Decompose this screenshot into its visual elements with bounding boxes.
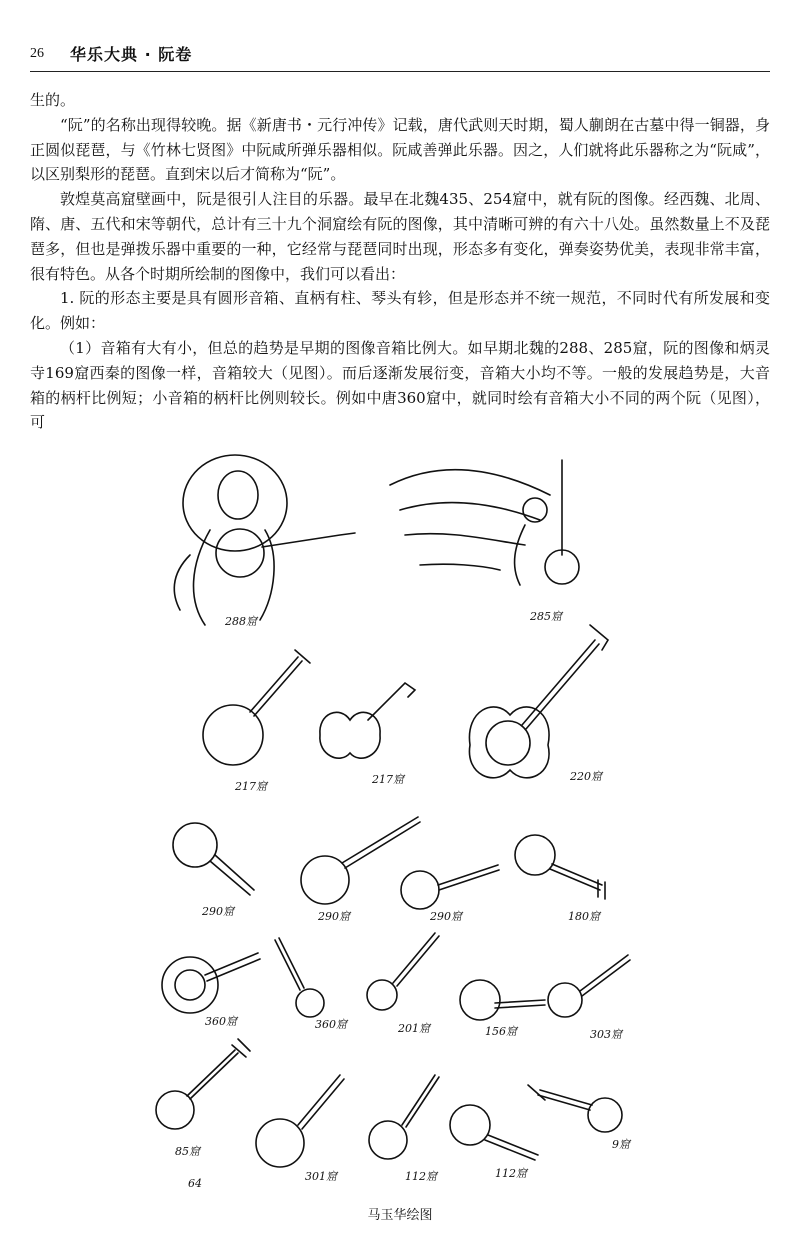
paragraph: 敦煌莫高窟壁画中，阮是很引人注目的乐器。最早在北魏435、254窟中，就有阮的图像。经西魏、北周、隋、唐、五代和宋等朝代，总计有三十九个洞窟绘有阮的图像，其中清晰可辨的有六十八处。虽然数量上不及琵琶多，但也是弹拨乐器中重要的一种，它经常与琵琶同时出现，形态多有变化，弹奏姿势优美，表现非常丰富，很有特色。从各个时期所绘制的图像中，我们可以看出：	[30, 190, 770, 283]
cave-288-figure-drawing	[174, 455, 355, 625]
body-text	[30, 88, 770, 435]
cave-290-ruan-1-drawing	[173, 823, 254, 895]
figure-label: 217窟	[235, 780, 267, 793]
figure-label: 201窟	[398, 1022, 430, 1035]
cave-360-ruan-large-drawing	[162, 953, 260, 1013]
cave-301-ruan-drawing	[256, 1075, 344, 1167]
cave-9-ruan-drawing	[528, 1085, 622, 1132]
header-rule	[30, 71, 770, 72]
cave-220-ruan-drawing	[469, 625, 608, 778]
figure-label: 220窟	[570, 770, 602, 783]
cave-201-ruan-drawing	[367, 933, 439, 1010]
figure-label: 301窟	[305, 1170, 337, 1183]
book-title: 华乐大典 · 阮卷	[70, 45, 193, 64]
paragraph: 1. 阮的形态主要是具有圆形音箱、直柄有柱、琴头有轸，但是形态并不统一规范，不同时代有所发展和变化。例如：	[30, 289, 770, 333]
ruan-illustration-plate	[150, 435, 650, 1195]
figure-caption: 马玉华绘图	[367, 1208, 433, 1223]
cave-156-ruan-drawing	[460, 980, 545, 1020]
cave-85-ruan-drawing	[156, 1039, 250, 1129]
paragraph: “阮”的名称出现得较晚。据《新唐书・元行冲传》记载，唐代武则天时期，蜀人蒯朗在古墓中得一铜器，身正圆似琵琶，与《竹林七贤图》中阮咸所弹乐器相似。阮咸善弹此乐器。因之，人们就将此乐器称之为“阮咸”，以区别梨形的琵琶。直到宋以后才简称为“阮”。	[30, 115, 770, 184]
cave-112-ruan-1-drawing	[369, 1075, 439, 1159]
figure-label: 112窟	[405, 1170, 437, 1183]
figure-label: 288窟	[225, 615, 257, 628]
cave-217-ruan-drawing	[203, 650, 310, 765]
figure-label: 112窟	[495, 1167, 527, 1180]
figure-label: 360窟	[315, 1018, 347, 1031]
cave-217-petal-ruan-drawing	[320, 683, 415, 758]
cave-290-ruan-3-drawing	[401, 865, 499, 909]
figure-label: 217窟	[372, 773, 404, 786]
figure-label: 85窟	[175, 1145, 200, 1158]
figure-label: 285窟	[530, 610, 562, 623]
figure-label: 290窟	[318, 910, 350, 923]
figure-label: 290窟	[202, 905, 234, 918]
cave-285-flying-figure-drawing	[390, 460, 579, 585]
running-header	[30, 38, 770, 66]
page-number: 26	[30, 46, 44, 61]
figure-page-ref: 64	[188, 1177, 202, 1190]
figure-label: 156窟	[485, 1025, 517, 1038]
cave-180-ruan-drawing	[515, 835, 605, 899]
paragraph: （1）音箱有大有小，但总的趋势是早期的图像音箱比例大。如早期北魏的288、285窟，阮的图像和炳灵寺169窟西秦的图像一样，音箱较大（见图）。而后逐渐发展衍变，音箱大小均不等。一般的发展趋势是，大音箱的柄杆比例短；小音箱的柄杆比例则较长。例如中唐360窟中，就同时绘有音箱大小不同的两个阮（见图），可	[30, 338, 770, 432]
cave-360-ruan-small-drawing	[275, 938, 324, 1017]
cave-290-ruan-2-drawing	[301, 817, 420, 904]
figure-label: 303窟	[590, 1028, 622, 1041]
figure-label: 360窟	[205, 1015, 237, 1028]
paragraph: 生的。	[30, 91, 76, 109]
figure-label: 290窟	[430, 910, 462, 923]
figure-label: 180窟	[568, 910, 600, 923]
cave-303-ruan-drawing	[548, 955, 630, 1017]
figure-label: 9窟	[612, 1138, 630, 1151]
cave-112-ruan-2-drawing	[450, 1105, 538, 1160]
